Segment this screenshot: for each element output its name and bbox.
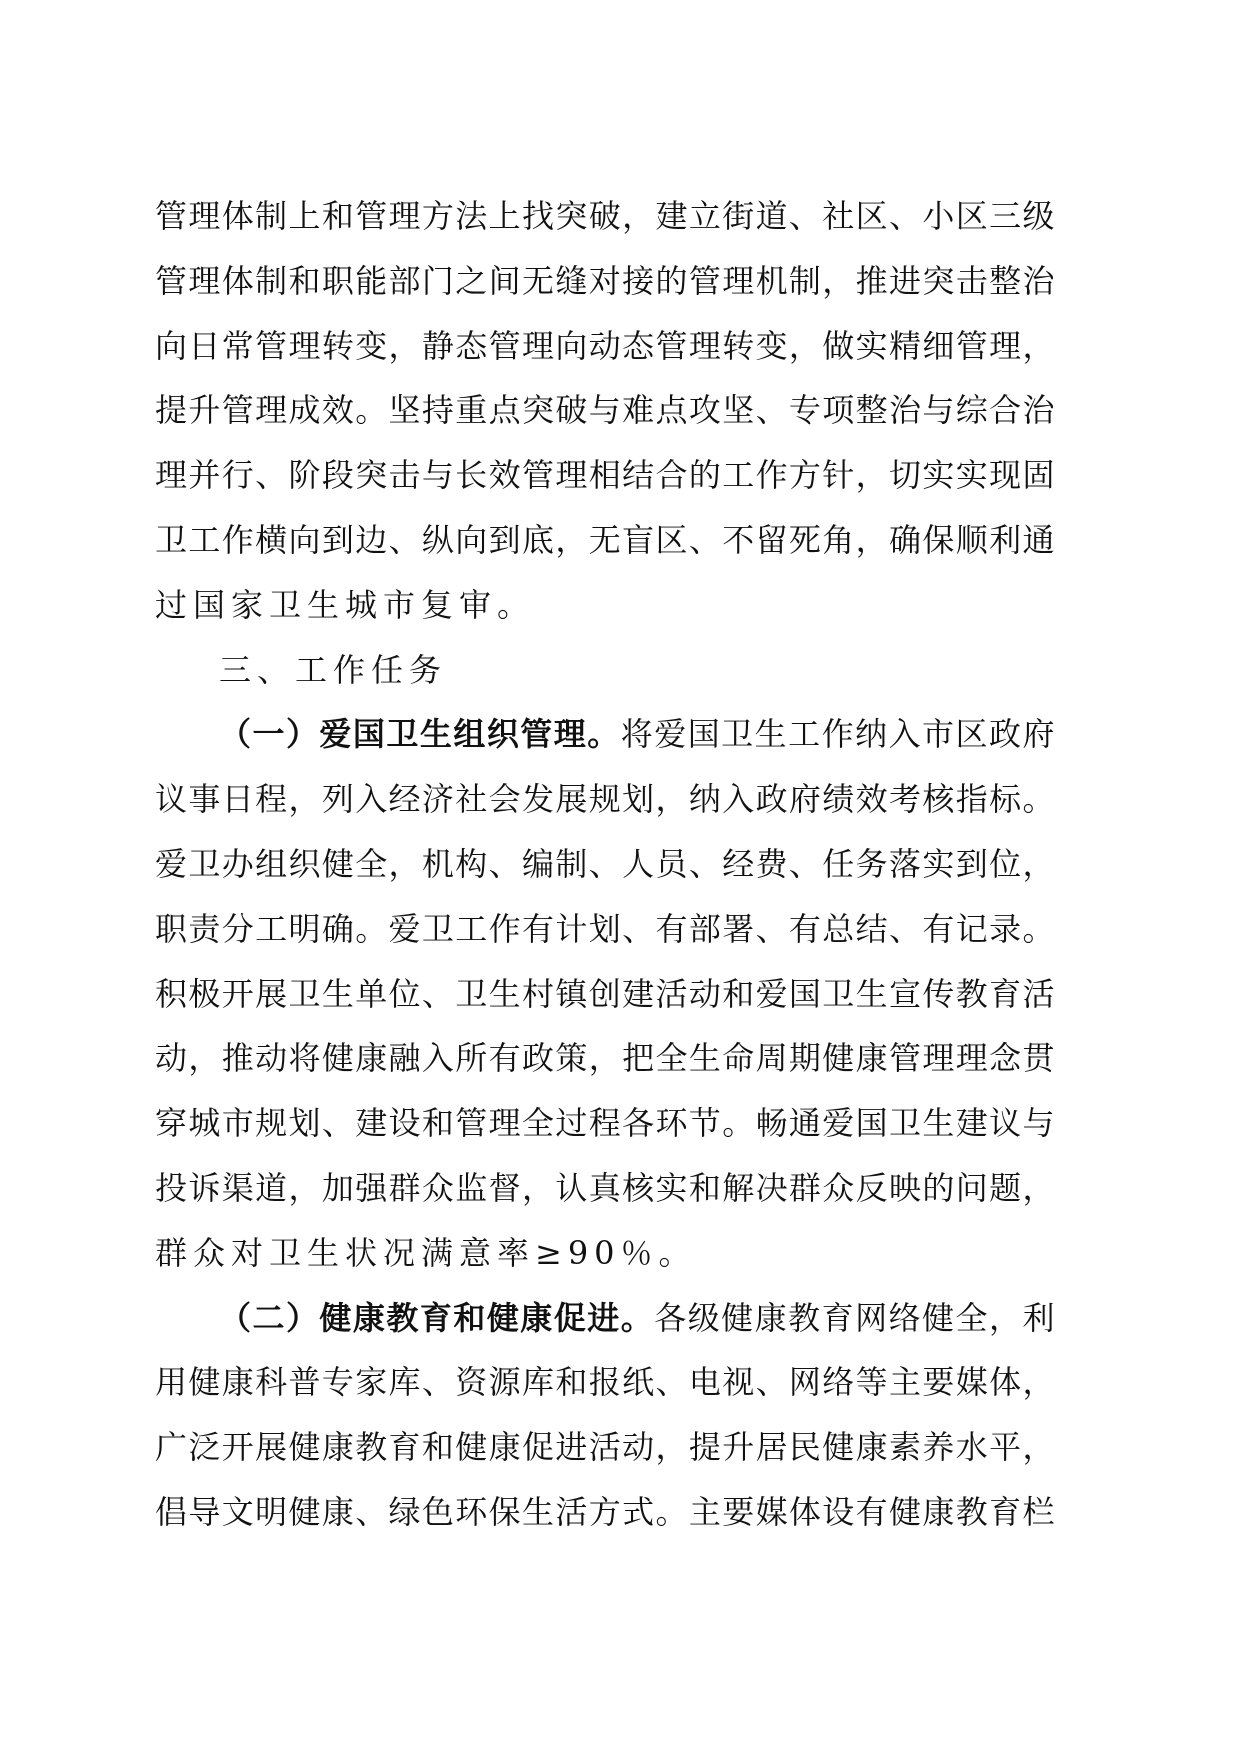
item-title: （二）健康教育和健康促进。 <box>219 1298 655 1337</box>
paragraph-line: 用健康科普专家库、资源库和报纸、电视、网络等主要媒体， <box>155 1363 1055 1402</box>
paragraph-line: 积极开展卫生单位、卫生村镇创建活动和爱国卫生宣传教育活 <box>155 974 1055 1013</box>
paragraph-line: 倡导文明健康、绿色环保生活方式。主要媒体设有健康教育栏 <box>155 1492 1055 1531</box>
item-first-line-text: 将爱国卫生工作纳入市区政府 <box>620 715 1055 754</box>
paragraph-line: 动，推动将健康融入所有政策，把全生命周期健康管理理念贯 <box>155 1039 1055 1078</box>
paragraph-line: 穿城市规划、建设和管理全过程各环节。畅通爱国卫生建议与 <box>155 1104 1055 1143</box>
paragraph-line: 卫工作横向到边、纵向到底，无盲区、不留死角，确保顺利通 <box>155 520 1055 559</box>
paragraph-line: 投诉渠道，加强群众监督，认真核实和解决群众反映的问题， <box>155 1168 1055 1207</box>
document-body <box>155 184 1055 1545</box>
paragraph-line: 议事日程，列入经济社会发展规划，纳入政府绩效考核指标。 <box>155 780 1055 819</box>
paragraph-line: 群众对卫生状况满意率≥90％。 <box>155 1233 697 1272</box>
paragraph-line: 理并行、阶段突击与长效管理相结合的工作方针，切实实现固 <box>155 456 1055 495</box>
paragraph-line: 爱卫办组织健全，机构、编制、人员、经费、任务落实到位， <box>155 844 1055 883</box>
item-first-line <box>155 1286 1055 1351</box>
paragraph-line: 广泛开展健康教育和健康促进活动，提升居民健康素养水平， <box>155 1428 1055 1467</box>
item-first-line-text: 各级健康教育网络健全，利 <box>654 1298 1055 1337</box>
item-first-line <box>155 702 1055 767</box>
section-heading: 三、工作任务 <box>219 650 448 689</box>
paragraph-line: 管理体制和职能部门之间无缝对接的管理机制，推进突击整治 <box>155 261 1055 300</box>
paragraph-line: 提升管理成效。坚持重点突破与难点攻坚、专项整治与综合治 <box>155 391 1055 430</box>
paragraph-line: 职责分工明确。爱卫工作有计划、有部署、有总结、有记录。 <box>155 909 1055 948</box>
paragraph-line: 过国家卫生城市复审。 <box>155 585 536 624</box>
paragraph-line: 管理体制上和管理方法上找突破，建立街道、社区、小区三级 <box>155 197 1055 235</box>
paragraph-line: 向日常管理转变，静态管理向动态管理转变，做实精细管理， <box>155 326 1055 365</box>
item-title: （一）爱国卫生组织管理。 <box>219 715 621 754</box>
